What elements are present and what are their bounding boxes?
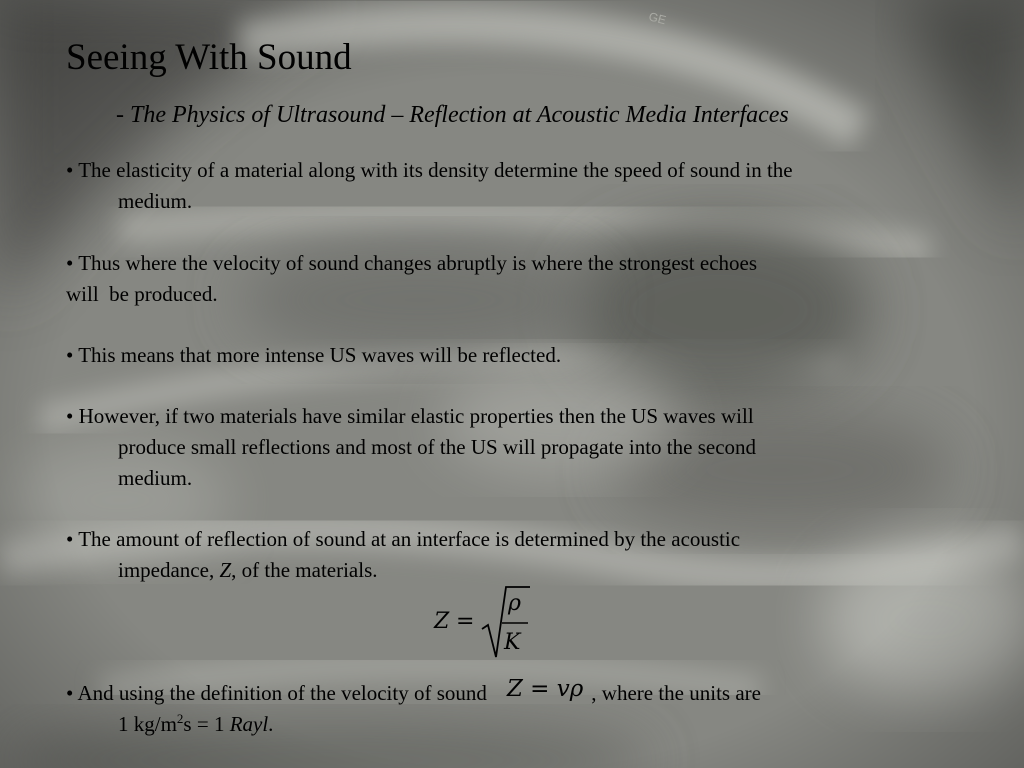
bullet-line: • Thus where the velocity of sound changes abruptly is where the strongest echoes — [66, 251, 758, 275]
formula-denominator: K — [504, 630, 521, 655]
velocity-formula: Z = vρ — [506, 676, 584, 702]
units-rayl: Rayl — [229, 712, 269, 736]
subtitle-dash: - — [116, 102, 130, 128]
units-mid: s = 1 — [183, 712, 230, 736]
slide-subtitle — [116, 100, 789, 130]
formula-equals: = — [456, 609, 475, 634]
bullet-line — [66, 678, 1006, 709]
bullet-velocity-change — [66, 248, 966, 310]
bullet-line — [66, 555, 966, 586]
units-pre: 1 kg/m — [118, 712, 177, 736]
slide-title: Seeing With Sound — [66, 37, 352, 78]
bullet-line: • However, if two materials have similar elastic properties then the US waves will — [66, 404, 754, 428]
impedance-text-post: , of the materials. — [231, 558, 378, 582]
subtitle-text: The Physics of Ultrasound – Reflection at Acoustic Media Interfaces — [130, 102, 789, 128]
bullet-velocity-definition — [66, 678, 1006, 740]
formula-lhs: Z — [434, 609, 450, 634]
bullet-line: produce small reflections and most of the US will propagate into the second — [118, 435, 757, 459]
bullet-intense-waves — [66, 340, 966, 371]
bullet-line: • The amount of reflection of sound at an interface is determined by the acoustic — [66, 527, 741, 551]
bullet-line: • The elasticity of a material along with its density determine the speed of sound in the — [66, 158, 793, 182]
units-superscript: 2 — [176, 711, 184, 726]
impedance-variable: Z — [219, 558, 232, 582]
bullet-elasticity — [66, 155, 966, 217]
impedance-formula — [434, 583, 534, 663]
bullet-similar-materials — [66, 401, 966, 494]
bullet-line — [66, 709, 1006, 740]
bullet-acoustic-impedance — [66, 524, 966, 586]
velocity-text-pre: • And using the definition of the velocity of sound — [66, 681, 487, 705]
velocity-text-post: , where the units are — [591, 681, 761, 705]
bullet-line: medium. — [118, 189, 193, 213]
bullet-line: • This means that more intense US waves will be reflected. — [66, 343, 562, 367]
svg-text:GE: GE — [647, 9, 668, 28]
bullet-line: medium. — [118, 466, 193, 490]
impedance-text-pre: impedance, — [118, 558, 220, 582]
units-end: . — [268, 712, 274, 736]
bullet-line: will be produced. — [66, 282, 218, 306]
formula-numerator: ρ — [508, 591, 521, 616]
